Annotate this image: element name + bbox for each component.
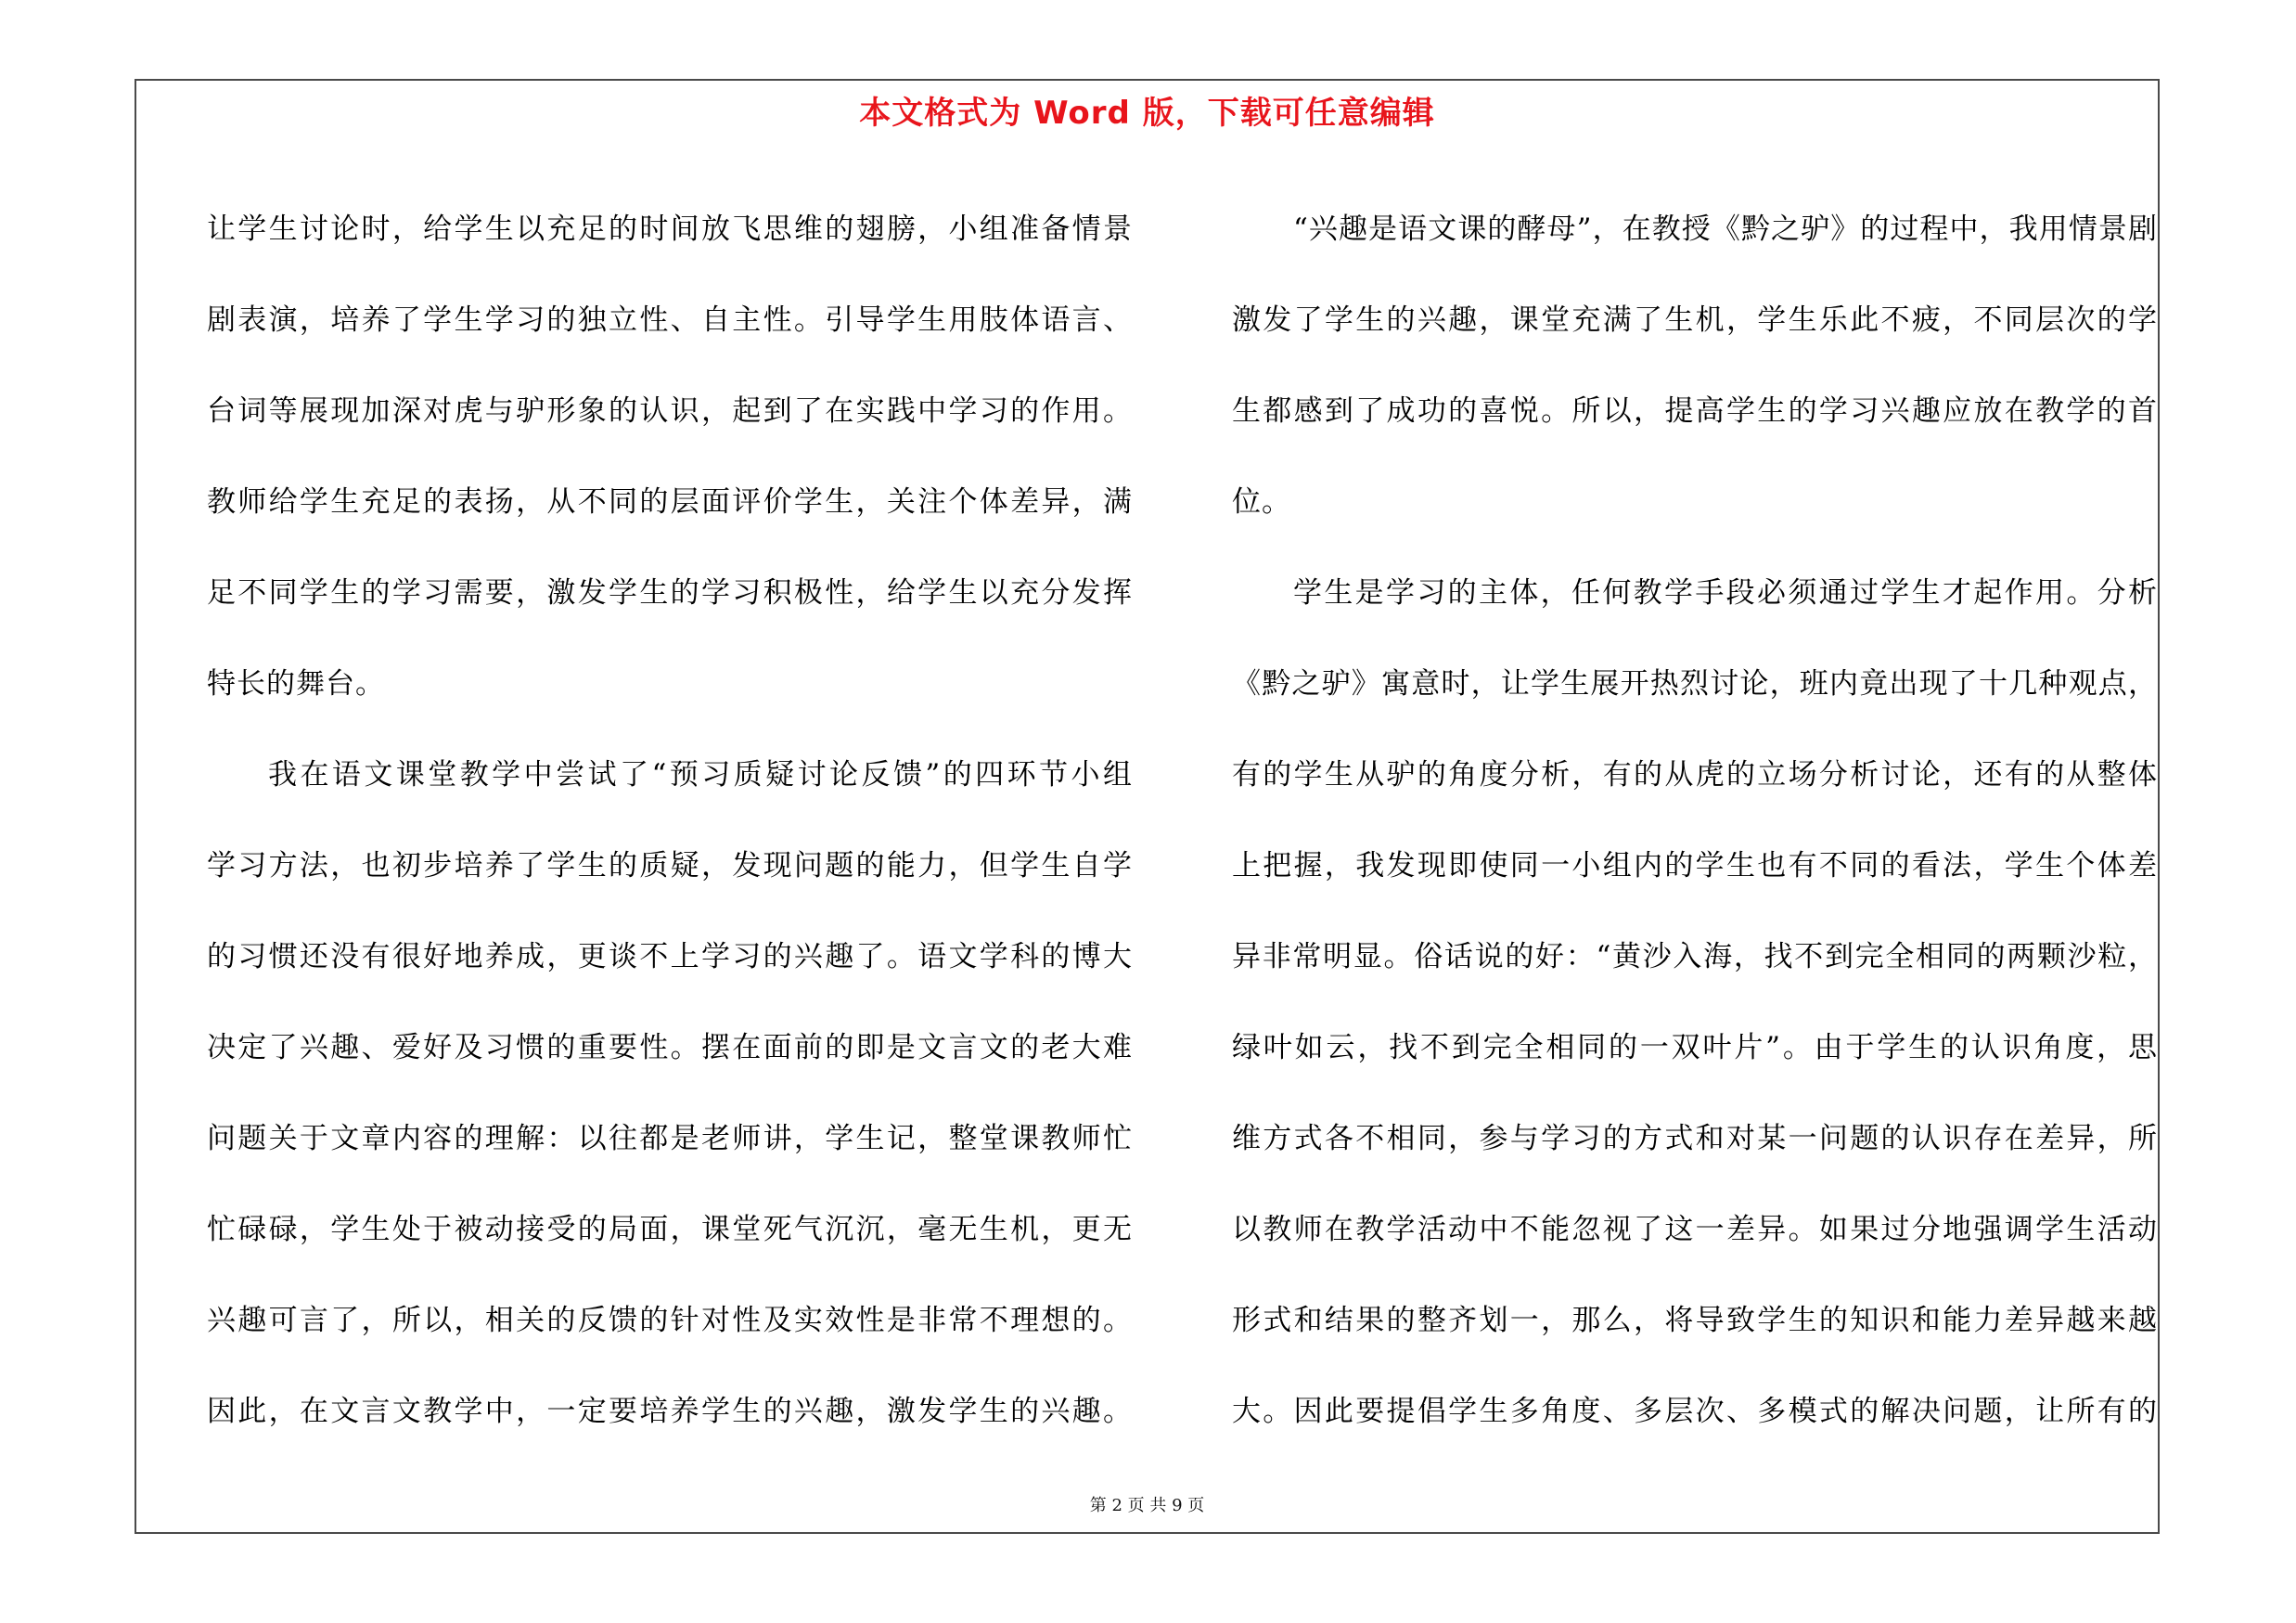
text-line: 以教师在教学活动中不能忽视了这一差异。如果过分地强调学生活动: [1232, 1213, 2158, 1246]
right-text-column: [1232, 184, 2158, 1457]
text-line: 决定了兴趣、爱好及习惯的重要性。摆在面前的即是文言文的老大难: [207, 1031, 1133, 1064]
paragraph-start-line: 学生是学习的主体，任何教学手段必须通过学生才起作用。分析: [1293, 576, 2158, 610]
text-line: 上把握，我发现即使同一小组内的学生也有不同的看法，学生个体差: [1232, 849, 2158, 882]
text-line: 《黔之驴》寓意时，让学生展开热烈讨论，班内竟出现了十几种观点，: [1232, 667, 2158, 701]
text-line: 让学生讨论时，给学生以充足的时间放飞思维的翅膀，小组准备情景: [207, 213, 1133, 246]
paragraph-start-line: 我在语文课堂教学中尝试了“预习质疑讨论反馈”的四环节小组: [268, 758, 1133, 792]
text-line: 的习惯还没有很好地养成，更谈不上学习的兴趣了。语文学科的博大: [207, 940, 1133, 973]
left-text-column: [207, 184, 1133, 1457]
text-line: 问题关于文章内容的理解：以往都是老师讲，学生记，整堂课教师忙: [207, 1122, 1133, 1155]
text-line: 位。: [1232, 485, 1291, 519]
text-line: 维方式各不相同，参与学习的方式和对某一问题的认识存在差异，所: [1232, 1122, 2158, 1155]
page-frame: [135, 79, 2160, 1534]
text-line: 兴趣可言了，所以，相关的反馈的针对性及实效性是非常不理想的。: [207, 1304, 1133, 1337]
text-line: 剧表演，培养了学生学习的独立性、自主性。引导学生用肢体语言、: [207, 303, 1133, 337]
text-line: 大。因此要提倡学生多角度、多层次、多模式的解决问题，让所有的: [1232, 1395, 2158, 1428]
text-line: 因此，在文言文教学中，一定要培养学生的兴趣，激发学生的兴趣。: [207, 1395, 1133, 1428]
text-line: 生都感到了成功的喜悦。所以，提高学生的学习兴趣应放在教学的首: [1232, 394, 2158, 428]
text-line: 教师给学生充足的表扬，从不同的层面评价学生，关注个体差异，满: [207, 485, 1133, 519]
text-line: 特长的舞台。: [207, 667, 385, 701]
text-line: 绿叶如云，找不到完全相同的一双叶片”。由于学生的认识角度，思: [1232, 1031, 2158, 1064]
text-line: 忙碌碌，学生处于被动接受的局面，课堂死气沉沉，毫无生机，更无: [207, 1213, 1133, 1246]
text-line: 学习方法，也初步培养了学生的质疑，发现问题的能力，但学生自学: [207, 849, 1133, 882]
text-line: 形式和结果的整齐划一，那么，将导致学生的知识和能力差异越来越: [1232, 1304, 2158, 1337]
text-line: 足不同学生的学习需要，激发学生的学习积极性，给学生以充分发挥: [207, 576, 1133, 610]
text-line: 有的学生从驴的角度分析，有的从虎的立场分析讨论，还有的从整体: [1232, 758, 2158, 792]
text-line: 台词等展现加深对虎与驴形象的认识，起到了在实践中学习的作用。: [207, 394, 1133, 428]
text-line: 异非常明显。俗话说的好：“黄沙入海，找不到完全相同的两颗沙粒，: [1232, 940, 2158, 973]
text-line: 激发了学生的兴趣，课堂充满了生机，学生乐此不疲，不同层次的学: [1232, 303, 2158, 337]
header-banner: 本文格式为 Word 版，下载可任意编辑: [859, 95, 1435, 132]
paragraph-start-line: “兴趣是语文课的酵母”，在教授《黔之驴》的过程中，我用情景剧: [1293, 213, 2158, 246]
page-number-footer: 第 2 页 共 9 页: [1089, 1496, 1205, 1515]
